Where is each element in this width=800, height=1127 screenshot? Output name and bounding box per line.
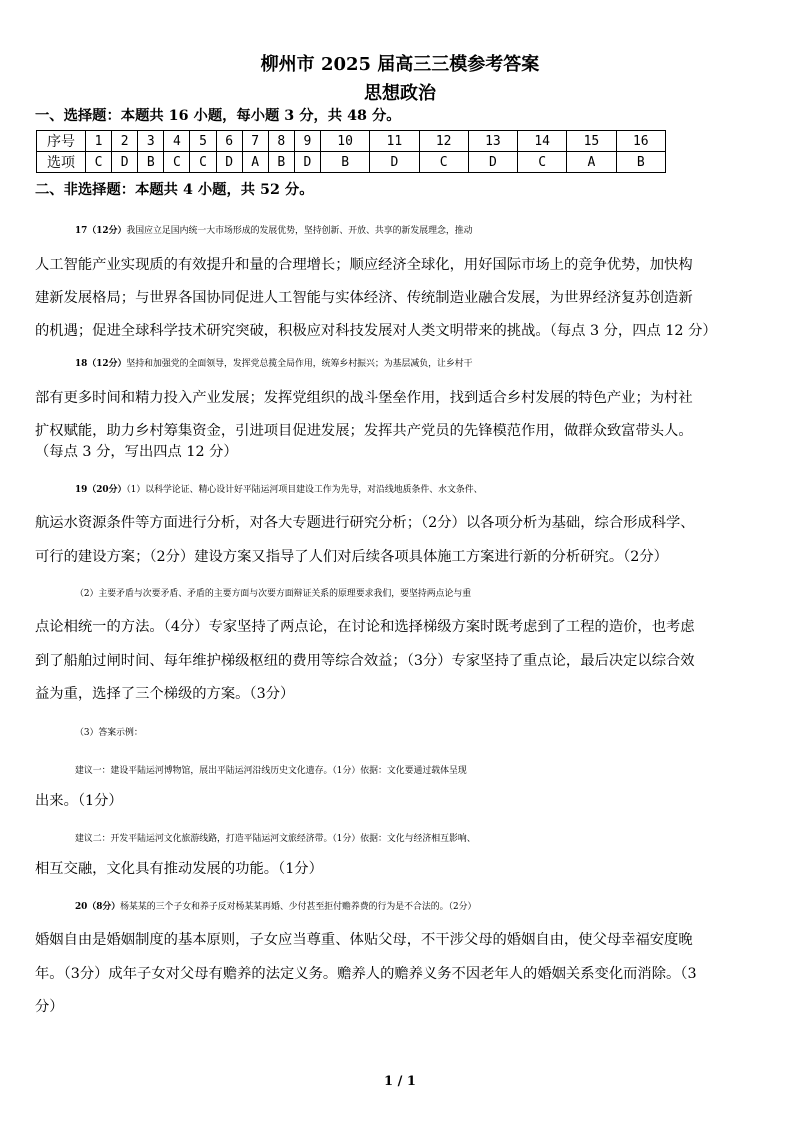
- answer-table: [36, 130, 666, 173]
- answer-option-cell: D: [294, 152, 320, 173]
- answer-text: （每点 3 分，写出四点 12 分）: [35, 444, 238, 460]
- answer-option-cell: D: [216, 152, 242, 173]
- answer-text: 坚持和加强党的全面领导，发挥党总揽全局作用，统筹乡村振兴；为基层减负，让乡村干: [126, 359, 473, 369]
- answer-option-cell: A: [242, 152, 268, 173]
- answer-line: [35, 547, 770, 567]
- answer-text: 建议一：建设平陆运河博物馆，展出平陆运河沿线历史文化遗存。（1分）依据：文化要通过载体呈现: [75, 766, 467, 776]
- question-heading: 17（12分）: [75, 226, 127, 236]
- section-1-heading: 一、选择题：本题共 16 小题，每小题 3 分，共 48 分。: [35, 108, 401, 124]
- answer-option-cell: C: [164, 152, 190, 173]
- question-heading: 18（12分）: [75, 359, 127, 369]
- question-number-cell: 6: [216, 131, 242, 152]
- answer-line: [35, 791, 770, 811]
- answer-text: 年。（3分）成年子女对父母有赡养的法定义务。赡养人的赡养义务不因老年人的婚姻关系变化而消除。（3: [35, 966, 697, 982]
- answer-line: [35, 859, 770, 879]
- answer-option-cell: C: [190, 152, 216, 173]
- answer-option-cell: B: [320, 152, 369, 173]
- question-heading: 19（20分）: [75, 485, 127, 495]
- answer-line: [35, 442, 770, 462]
- answer-line: [35, 513, 770, 533]
- section-2-heading: 二、非选择题：本题共 4 小题，共 52 分。: [35, 182, 314, 198]
- answer-text: 相互交融，文化具有推动发展的功能。（1分）: [35, 861, 323, 877]
- question-number-cell: 5: [190, 131, 216, 152]
- answer-text: 分）: [35, 999, 64, 1015]
- answer-option-cell: C: [419, 152, 468, 173]
- question-number-cell: 12: [419, 131, 468, 152]
- answer-option-cell: B: [138, 152, 164, 173]
- answer-line: [35, 321, 770, 341]
- page-title: 柳州市 2025 届高三三模参考答案: [260, 54, 540, 75]
- answer-line: [75, 761, 800, 781]
- question-number-cell: 9: [294, 131, 320, 152]
- question-number-cell: 13: [468, 131, 517, 152]
- question-number-cell: 4: [164, 131, 190, 152]
- answer-option-cell: D: [112, 152, 138, 173]
- row-label-option: 选项: [37, 152, 86, 173]
- answer-line: [75, 221, 800, 241]
- answer-option-cell: A: [567, 152, 616, 173]
- answer-text: （2）主要矛盾与次要矛盾、矛盾的主要方面与次要方面辩证关系的原理要求我们，要坚持两点论与重: [75, 589, 472, 599]
- answer-text: 益为重，选择了三个梯级的方案。（3分）: [35, 686, 295, 702]
- question-number-cell: 11: [370, 131, 419, 152]
- answer-line: [75, 480, 800, 500]
- answer-text: 点论相统一的方法。（4分）专家坚持了两点论，在讨论和选择梯级方案时既考虑到了工程的造价，也考虑: [35, 619, 695, 635]
- answer-option-cell: B: [616, 152, 665, 173]
- answer-text: 扩权赋能，助力乡村筹集资金，引进项目促进发展；发挥共产党员的先锋模范作用，做群众致富带头人。: [35, 423, 693, 439]
- answer-text: 航运水资源条件等方面进行分析，对各大专题进行研究分析；（2分）以各项分析为基础，综合形成科学、: [35, 515, 695, 531]
- answer-line: [35, 255, 770, 275]
- answer-table-number-row: [37, 131, 666, 152]
- answer-text: （1）以科学论证、精心设计好平陆运河项目建设工作为先导，对沿线地质条件、水文条件、: [126, 485, 483, 495]
- answer-option-cell: C: [518, 152, 567, 173]
- answer-line: [75, 723, 800, 743]
- answer-option-cell: C: [86, 152, 112, 173]
- answer-line: [35, 684, 770, 704]
- question-number-cell: 14: [518, 131, 567, 152]
- answer-option-cell: B: [268, 152, 294, 173]
- row-label-number: 序号: [37, 131, 86, 152]
- question-number-cell: 3: [138, 131, 164, 152]
- answer-text: 婚姻自由是婚姻制度的基本原则，子女应当尊重、体贴父母，不干涉父母的婚姻自由，使父母幸福安度晚: [35, 932, 693, 948]
- question-number-cell: 7: [242, 131, 268, 152]
- answer-line: [35, 388, 770, 408]
- answer-option-cell: D: [370, 152, 419, 173]
- page-number: 1 / 1: [384, 1074, 416, 1089]
- answer-text: 可行的建设方案；（2分）建设方案又指导了人们对后续各项具体施工方案进行新的分析研究。（2分）: [35, 549, 668, 565]
- answer-line: [35, 930, 770, 950]
- answer-line: [35, 651, 770, 671]
- subject-title: 思想政治: [364, 83, 436, 104]
- answer-table-option-row: [37, 152, 666, 173]
- question-number-cell: 10: [320, 131, 369, 152]
- answer-line: [75, 897, 800, 917]
- answer-text: 建新发展格局；与世界各国协同促进人工智能与实体经济、传统制造业融合发展，为世界经济复苏创造新: [35, 290, 693, 306]
- answer-line: [75, 584, 800, 604]
- question-heading: 20（8分）: [75, 902, 121, 912]
- answer-line: [35, 997, 770, 1017]
- answer-line: [35, 288, 770, 308]
- answer-text: 到了船舶过闸时间、每年维护梯级枢纽的费用等综合效益；（3分）专家坚持了重点论，最后决定以综合效: [35, 653, 695, 669]
- answer-line: [35, 617, 770, 637]
- answer-option-cell: D: [468, 152, 517, 173]
- question-number-cell: 16: [616, 131, 665, 152]
- answer-text: 的机遇；促进全球科学技术研究突破，积极应对科技发展对人类文明带来的挑战。（每点 3 分，四点 12 分）: [35, 323, 717, 339]
- question-number-cell: 15: [567, 131, 616, 152]
- question-number-cell: 1: [86, 131, 112, 152]
- answer-line: [35, 421, 770, 441]
- answer-text: 杨某某的三个子女和养子反对杨某某再婚、少付甚至拒付赡养费的行为是不合法的。（2分）: [120, 902, 477, 912]
- answer-line: [35, 964, 770, 984]
- answer-text: 出来。（1分）: [35, 793, 123, 809]
- answer-text: 建议二：开发平陆运河文化旅游线路，打造平陆运河文旅经济带。（1分）依据：文化与经济相互影响、: [75, 834, 476, 844]
- question-number-cell: 2: [112, 131, 138, 152]
- answer-text: 部有更多时间和精力投入产业发展；发挥党组织的战斗堡垒作用，找到适合乡村发展的特色产业；为村社: [35, 390, 693, 406]
- answer-text: 人工智能产业实现质的有效提升和量的合理增长；顺应经济全球化，用好国际市场上的竞争优势，加快构: [35, 257, 693, 273]
- answer-text: 我国应立足国内统一大市场形成的发展优势，坚持创新、开放、共享的新发展理念，推动: [126, 226, 473, 236]
- question-number-cell: 8: [268, 131, 294, 152]
- answer-line: [75, 829, 800, 849]
- answer-text: （3）答案示例：: [75, 728, 143, 738]
- answer-line: [75, 354, 800, 374]
